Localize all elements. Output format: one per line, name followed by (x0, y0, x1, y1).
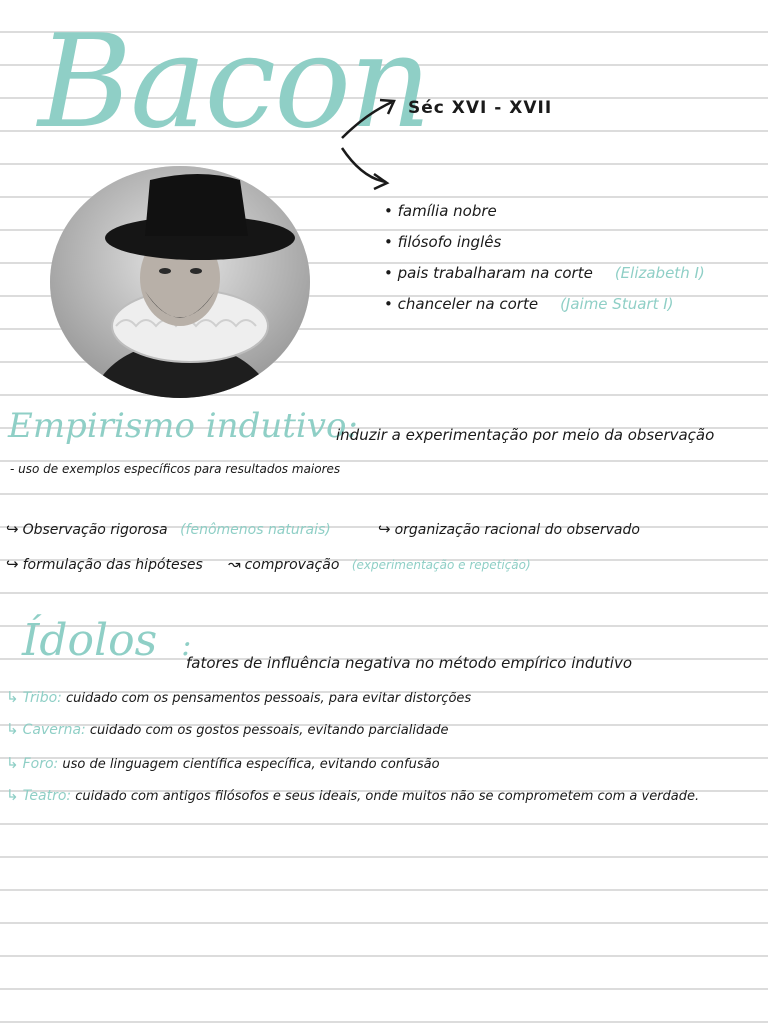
idol-name: Teatro: (22, 788, 72, 804)
step-comprovacao (228, 555, 531, 573)
idolos-heading (22, 614, 191, 673)
hook-arrow-icon: ↳ (6, 688, 19, 706)
idolos-heading-colon: : (181, 628, 192, 663)
idol-foro (6, 754, 440, 772)
idol-caverna (6, 720, 448, 738)
hook-arrow-icon: ↳ (6, 720, 19, 738)
step-text: comprovação (244, 557, 340, 573)
list-item: • família nobre (384, 202, 497, 220)
idol-text: cuidado com antigos filósofos e seus ideais, onde muitos não se comprometem com a verdade. (75, 789, 700, 804)
step-text: Observação rigorosa (22, 522, 168, 538)
empirismo-definition: induzir a experimentação por meio da observação (336, 426, 715, 444)
portrait-drawing (50, 166, 310, 398)
hook-arrow-icon: ↝ (228, 555, 241, 573)
fact-text: chanceler na corte (397, 295, 539, 313)
step-note: (fenômenos naturais) (180, 522, 331, 538)
idol-text: cuidado com os gostos pessoais, evitando parcialidade (89, 723, 449, 738)
idol-text: uso de linguagem científica específica, evitando confusão (62, 757, 440, 772)
hook-arrow-icon: ↪ (378, 520, 391, 538)
idol-tribo (6, 688, 471, 706)
hook-arrow-icon: ↳ (6, 786, 19, 804)
empirismo-subnote: - uso de exemplos específicos para resultados maiores (10, 462, 341, 476)
portrait-image (50, 166, 310, 398)
idol-teatro (6, 786, 699, 804)
idol-name: Foro: (22, 756, 59, 772)
fact-text: família nobre (397, 202, 497, 220)
step-organizacao (378, 520, 640, 538)
step-observacao (6, 520, 331, 538)
step-note: (experimentação e repetição) (351, 558, 531, 572)
list-item: • chanceler na corte (Jaime Stuart I) (384, 295, 674, 313)
idol-name: Caverna: (22, 722, 86, 738)
page-title: Bacon (38, 8, 430, 157)
hook-arrow-icon: ↪ (6, 555, 19, 573)
fact-text: filósofo inglês (397, 233, 502, 251)
fact-note: (Jaime Stuart I) (560, 295, 674, 313)
step-formulacao (6, 555, 203, 573)
list-item: • filósofo inglês (384, 233, 502, 251)
idol-name: Tribo: (22, 690, 62, 706)
branch-arrows-icon (336, 92, 406, 192)
century-label: Séc XVI - XVII (408, 98, 553, 118)
step-text: formulação das hipóteses (22, 557, 203, 573)
empirismo-heading: Empirismo indutivo: (8, 406, 358, 446)
fact-note: (Elizabeth I) (614, 264, 705, 282)
hook-arrow-icon: ↳ (6, 754, 19, 772)
list-item: • pais trabalharam na corte (Elizabeth I) (384, 264, 705, 282)
fact-text: pais trabalharam na corte (397, 264, 593, 282)
idol-text: cuidado com os pensamentos pessoais, para evitar distorções (66, 691, 472, 706)
idolos-heading-text: Ídolos (22, 615, 158, 666)
step-text: organização racional do observado (394, 522, 640, 538)
idolos-definition: fatores de influência negativa no método empírico indutivo (186, 654, 633, 672)
facts-list (384, 196, 705, 320)
hook-arrow-icon: ↪ (6, 520, 19, 538)
